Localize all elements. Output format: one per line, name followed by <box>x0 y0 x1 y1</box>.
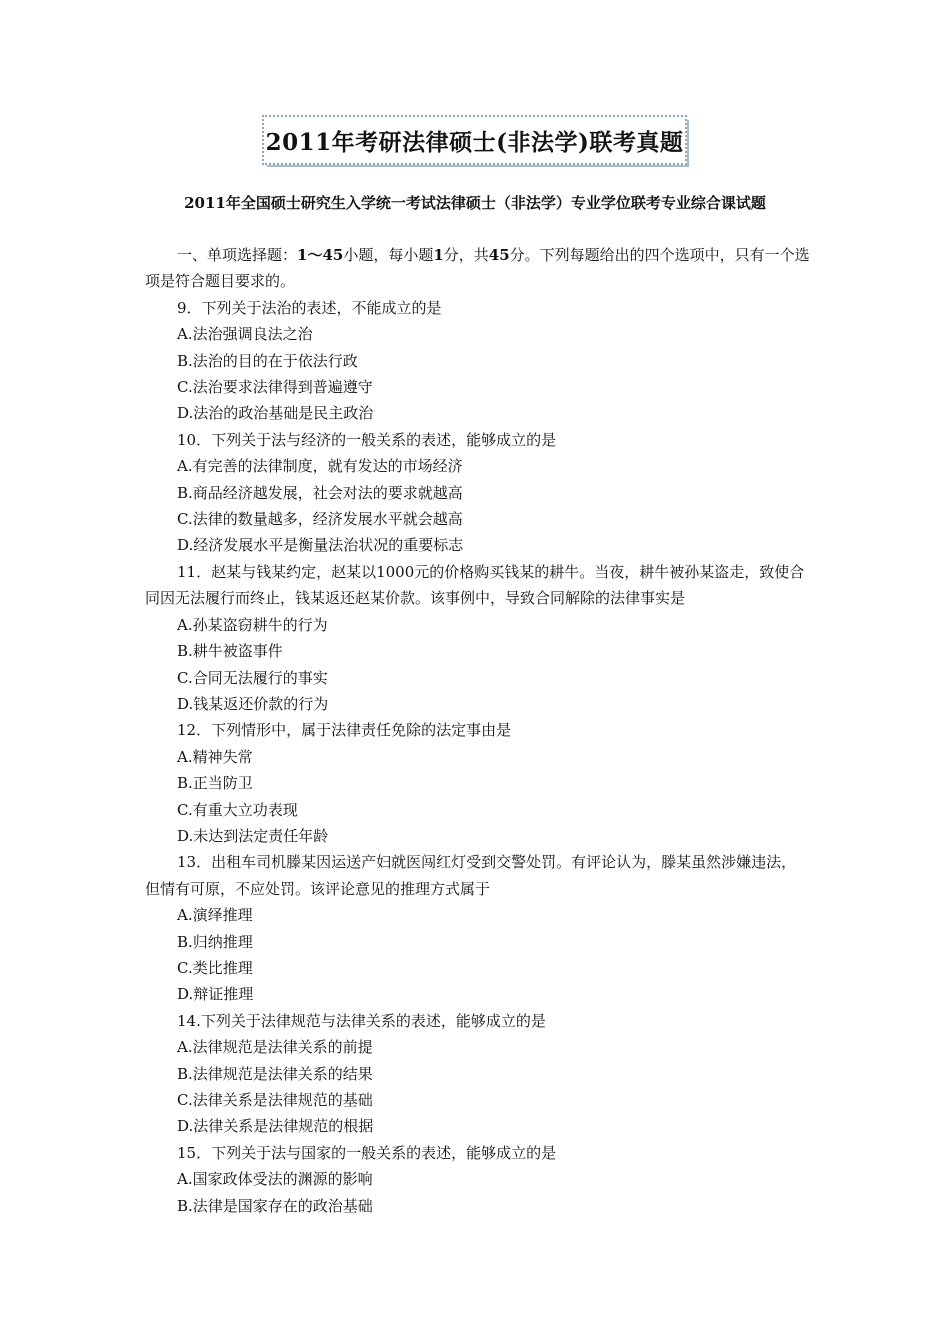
question-option: C.法律的数量越多，经济发展水平就会越高 <box>177 510 463 529</box>
question-stem: 14.下列关于法律规范与法律关系的表述，能够成立的是 <box>177 1011 546 1030</box>
question-option: A.有完善的法律制度，就有发达的市场经济 <box>177 457 463 476</box>
question-option: B.法律规范是法律关系的结果 <box>177 1064 373 1083</box>
question-stem: 11．赵某与钱某约定，赵某以1000元的价格购买钱某的耕牛。当夜，耕牛被孙某盗走，致使合同因无法履行而终止，钱某返还赵某价款。该事例中，导致合同解除的法律事实是 <box>145 562 805 608</box>
question-option: B.法治的目的在于依法行政 <box>177 351 358 370</box>
section-intro <box>145 242 810 295</box>
question-stem: 12．下列情形中，属于法律责任免除的法定事由是 <box>177 721 512 740</box>
intro-text-4: 分。下列每题给出的四个选项中，只有一个选项是符合题目要求的。 <box>145 246 810 291</box>
question-option: C.有重大立功表现 <box>177 800 298 819</box>
question-stem: 10．下列关于法与经济的一般关系的表述，能够成立的是 <box>177 430 557 449</box>
page-title: 2011年考研法律硕士(非法学)联考真题 <box>265 128 684 156</box>
question-option: A.孙某盗窃耕牛的行为 <box>177 615 328 634</box>
question-option: D.辩证推理 <box>177 985 254 1004</box>
intro-text-2: 小题，每小题 <box>343 246 434 264</box>
intro-text-1: 一、单项选择题： <box>177 246 298 264</box>
question-option: D.钱某返还价款的行为 <box>177 694 329 713</box>
question-option: B.耕牛被盗事件 <box>177 642 283 661</box>
question-option: B.商品经济越发展，社会对法的要求就越高 <box>177 483 463 502</box>
intro-range: 1～45 <box>297 246 344 264</box>
question-option: D.法律关系是法律规范的根据 <box>177 1117 374 1136</box>
question-option: A.国家政体受法的渊源的影响 <box>177 1170 373 1189</box>
question-option: D.经济发展水平是衡量法治状况的重要标志 <box>177 536 464 555</box>
question-stem: 13．出租车司机滕某因运送产妇就医闯红灯受到交警处罚。有评论认为，滕某虽然涉嫌违法，但情有可原，不应处罚。该评论意见的推理方式属于 <box>145 853 797 898</box>
question-option: A.演绎推理 <box>177 906 253 925</box>
question-option: B.正当防卫 <box>177 774 253 793</box>
question-option: D.未达到法定责任年龄 <box>177 826 329 845</box>
question-option: C.类比推理 <box>177 958 253 977</box>
question-option: C.法律关系是法律规范的基础 <box>177 1091 373 1109</box>
question-option: C.合同无法履行的事实 <box>177 668 328 687</box>
title-box <box>262 115 687 165</box>
document-body <box>145 242 810 1219</box>
intro-points: 1 <box>433 246 444 264</box>
question-stem: 15．下列关于法与国家的一般关系的表述，能够成立的是 <box>177 1143 557 1162</box>
intro-text-3: 分，共 <box>443 246 489 264</box>
question-option: A.法律规范是法律关系的前提 <box>177 1038 373 1057</box>
intro-total: 45 <box>488 246 510 264</box>
question-option: B.法律是国家存在的政治基础 <box>177 1196 373 1215</box>
question-option: A.精神失常 <box>177 747 253 766</box>
question-option: D.法治的政治基础是民主政治 <box>177 404 374 423</box>
question-option: C.法治要求法律得到普遍遵守 <box>177 378 373 397</box>
exam-subtitle: 2011年全国硕士研究生入学统一考试法律硕士（非法学）专业学位联考专业综合课试题 <box>184 194 766 212</box>
question-option: B.归纳推理 <box>177 932 253 951</box>
question-option: A.法治强调良法之治 <box>177 325 313 344</box>
question-stem: 9．下列关于法治的表述，不能成立的是 <box>177 298 442 317</box>
